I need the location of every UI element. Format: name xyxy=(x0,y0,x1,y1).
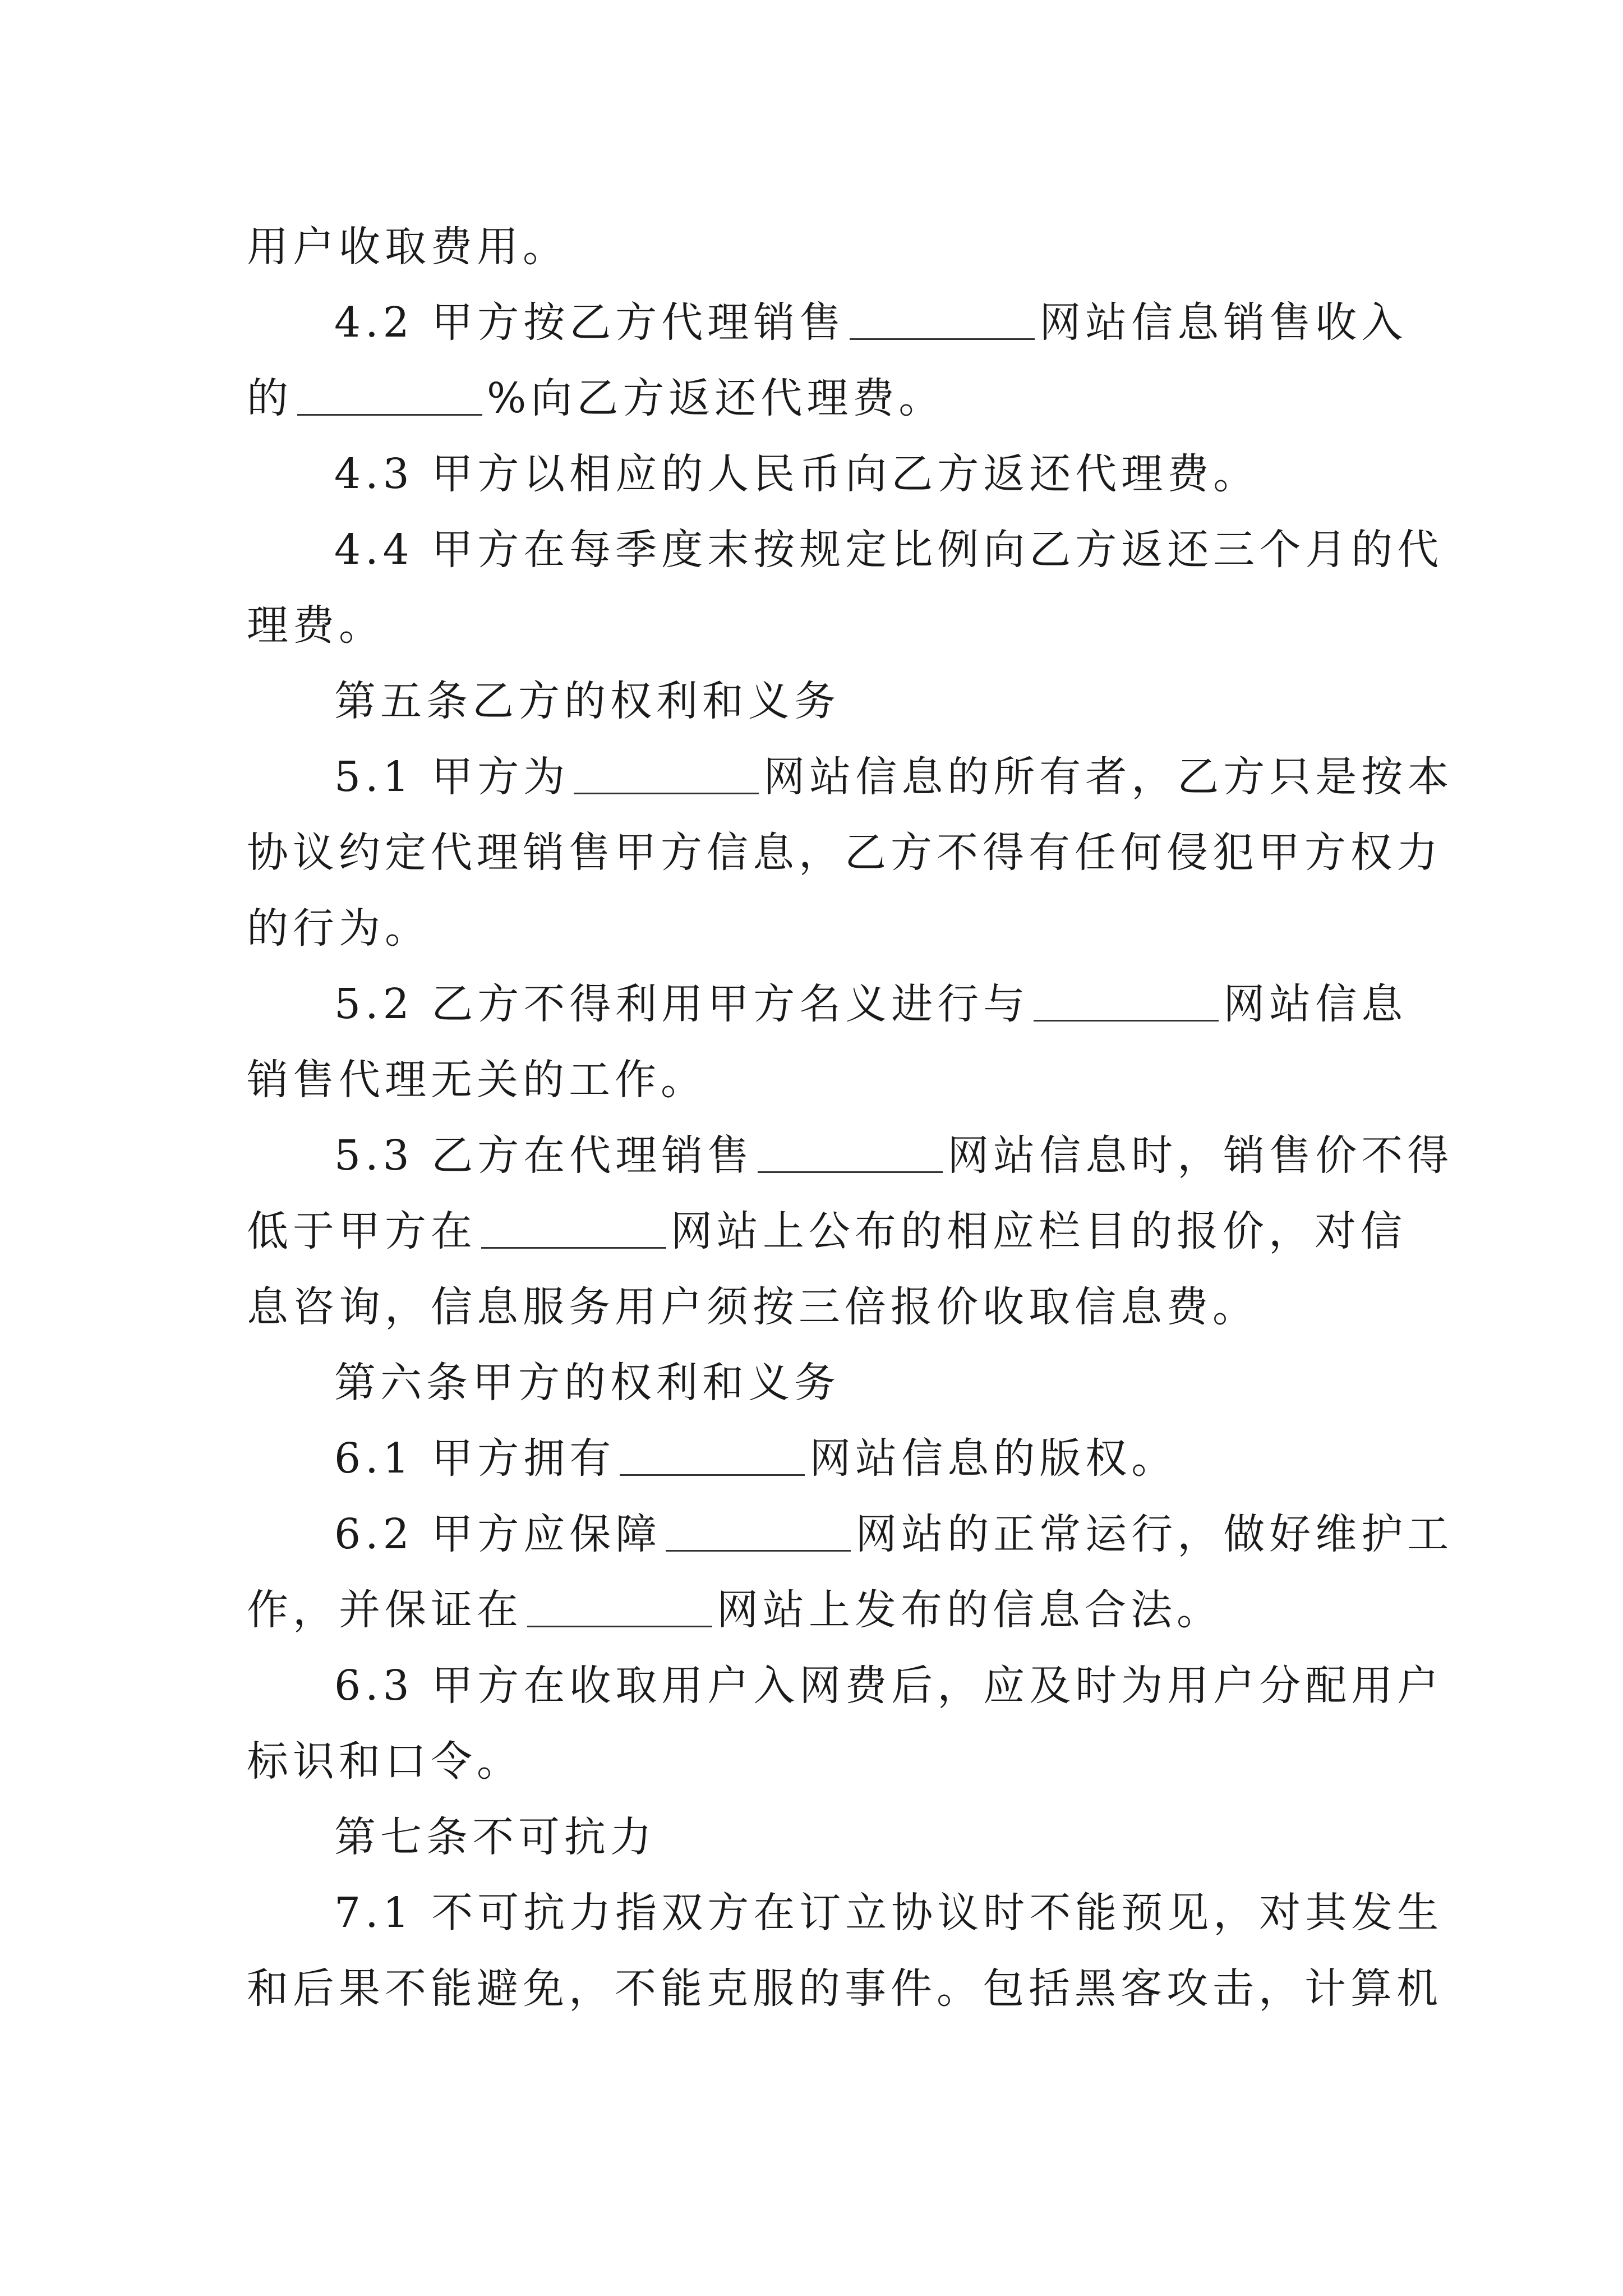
article-5-heading xyxy=(334,670,1473,732)
line-text: 理费。 xyxy=(247,601,385,650)
line-text: 网站信息时，销售价不得 xyxy=(947,1131,1454,1180)
clause-5-1 xyxy=(334,746,1454,808)
text-line xyxy=(247,1200,1407,1262)
line-text: 4.4 甲方在每季度末按规定比例向乙方返还三个月的代 xyxy=(334,526,1444,574)
fill-in-blank xyxy=(527,1623,712,1627)
text-line xyxy=(247,1276,1385,1338)
line-text: 用户收取费用。 xyxy=(247,223,569,271)
line-text: 网站信息的所有者，乙方只是按本 xyxy=(763,753,1454,801)
line-text: 6.3 甲方在收取用户入网费后，应及时为用户分配用户 xyxy=(334,1662,1444,1710)
article-7-heading xyxy=(334,1806,1473,1868)
line-text: 网站信息销售收入 xyxy=(1039,298,1408,347)
line-text: 作，并保证在 xyxy=(247,1586,523,1634)
clause-6-3 xyxy=(334,1655,1444,1717)
line-text: 6.2 甲方应保障 xyxy=(334,1510,662,1558)
clause-4-2 xyxy=(334,292,1408,353)
text-line xyxy=(247,1731,1385,1792)
line-text: 网站的正常运行，做好维护工 xyxy=(855,1510,1454,1558)
fill-in-blank xyxy=(574,790,759,794)
line-text: 第六条甲方的权利和义务 xyxy=(334,1359,840,1407)
line-text: 第七条不可抗力 xyxy=(334,1813,656,1861)
clause-5-2 xyxy=(334,973,1408,1035)
line-text: 网站上公布的相应栏目的报价，对信 xyxy=(671,1207,1407,1255)
line-text: 5.1 甲方为 xyxy=(334,753,570,801)
line-text: 第五条乙方的权利和义务 xyxy=(334,677,840,725)
line-text: 协议约定代理销售甲方信息，乙方不得有任何侵犯甲方权力 xyxy=(247,829,1442,877)
fill-in-blank xyxy=(620,1472,805,1476)
text-line xyxy=(247,898,1385,959)
line-text: 低于甲方在 xyxy=(247,1207,477,1255)
line-text: 5.2 乙方不得利用甲方名义进行与 xyxy=(334,980,1030,1028)
clause-6-1 xyxy=(334,1428,1473,1489)
line-text: 6.1 甲方拥有 xyxy=(334,1434,616,1483)
fill-in-blank xyxy=(481,1245,666,1249)
line-text: 标识和口令。 xyxy=(247,1737,523,1786)
line-text: 4.3 甲方以相应的人民币向乙方返还代理费。 xyxy=(334,450,1260,498)
fill-in-blank xyxy=(758,1169,943,1173)
clause-4-4 xyxy=(334,519,1444,581)
fill-in-blank xyxy=(850,336,1035,340)
text-line xyxy=(247,1958,1442,2019)
text-line xyxy=(247,1049,1385,1111)
line-text: 网站信息的版权。 xyxy=(809,1434,1178,1483)
fill-in-blank xyxy=(1034,1018,1219,1022)
fill-in-blank xyxy=(297,412,482,416)
line-text: 息咨询，信息服务用户须按三倍报价收取信息费。 xyxy=(247,1283,1258,1331)
line-text: 和后果不能避免，不能克服的事件。包括黑客攻击，计算机 xyxy=(247,1964,1442,2013)
text-line xyxy=(247,595,1385,656)
article-6-heading xyxy=(334,1352,1473,1414)
text-line xyxy=(247,1579,1385,1641)
clause-4-3 xyxy=(334,443,1473,505)
text-line xyxy=(247,822,1442,884)
line-text: 5.3 乙方在代理销售 xyxy=(334,1131,754,1180)
clause-5-3 xyxy=(334,1125,1454,1186)
line-text: %向乙方返还代理费。 xyxy=(487,374,945,422)
line-text: 网站信息 xyxy=(1223,980,1408,1028)
line-text: 网站上发布的信息合法。 xyxy=(717,1586,1223,1634)
line-text: 7.1 不可抗力指双方在订立协议时不能预见，对其发生 xyxy=(334,1889,1444,1937)
clause-6-2 xyxy=(334,1503,1454,1565)
fill-in-blank xyxy=(666,1548,851,1552)
clause-7-1 xyxy=(334,1882,1444,1944)
text-line xyxy=(247,367,1385,429)
line-text: 销售代理无关的工作。 xyxy=(247,1056,707,1104)
line-text: 的行为。 xyxy=(247,904,431,953)
text-line xyxy=(247,216,1385,278)
line-text: 的 xyxy=(247,374,293,422)
line-text: 4.2 甲方按乙方代理销售 xyxy=(334,298,846,347)
